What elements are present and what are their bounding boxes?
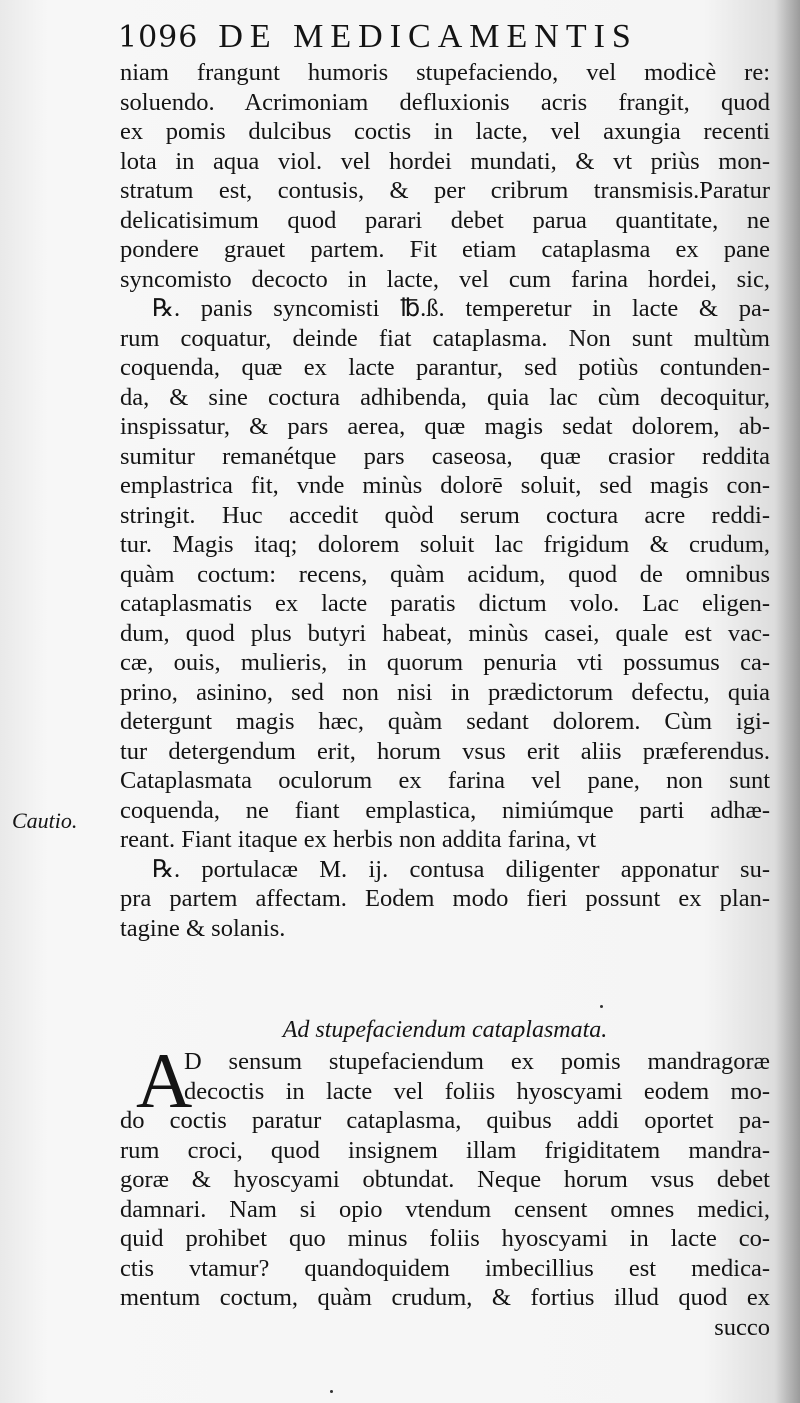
text-line: stratum est, contusis, & per cribrum transmisis.Paratur xyxy=(120,177,770,204)
text-line: rum croci, quod insignem illam frigiditatem mandra- xyxy=(120,1136,770,1164)
text-line: da, & sine coctura adhibenda, quia lac cùm decoquitur, xyxy=(120,383,770,411)
catchword: succo xyxy=(714,1313,770,1341)
text-line: detergunt magis hæc, quàm sedant dolorem. Cùm igi- xyxy=(120,708,770,735)
text-line: coquenda, ne fiant emplastica, nimiúmque parti adhæ- xyxy=(120,796,770,824)
text-line: tagine & solanis. xyxy=(120,914,286,942)
text-line: ℞. portulacæ M. ij. contusa diligenter apponatur su- xyxy=(152,855,770,883)
text-line: ex pomis dulcibus coctis in lacte, vel axungia recenti xyxy=(120,118,770,145)
text-line: cæ, ouis, mulieris, in quorum penuria vti possumus ca- xyxy=(120,649,770,676)
section-text xyxy=(120,1047,770,1342)
text-line: ℞. panis syncomisti ℔.ß. temperetur in lacte & pa- xyxy=(152,295,770,322)
text-line: niam frangunt humoris stupefaciendo, vel modicè re: xyxy=(120,59,770,86)
text-line: pondere grauet partem. Fit etiam cataplasma ex pane xyxy=(120,236,770,263)
text-line: cataplasmatis ex lacte paratis dictum volo. Lac eligen- xyxy=(120,590,770,617)
text-line: tur. Magis itaq; dolorem soluit lac frigidum & crudum, xyxy=(120,531,770,558)
text-line: stringit. Huc accedit quòd serum coctura acre reddi- xyxy=(120,501,770,529)
text-line: inspissatur, & pars aerea, quæ magis sedat dolorem, ab- xyxy=(120,413,770,440)
text-line: syncomisto decocto in lacte, vel cum farina hordei, sic, xyxy=(120,265,770,293)
text-line: do coctis paratur cataplasma, quibus addi oportet pa- xyxy=(120,1107,770,1134)
text-line: tur detergendum erit, horum vsus erit aliis præferendus. xyxy=(120,737,770,765)
text-line: sumitur remanétque pars caseosa, quæ crasior reddita xyxy=(120,442,770,470)
text-line: lota in aqua viol. vel hordei mundati, & vt priùs mon- xyxy=(120,147,770,175)
page-edge-shadow xyxy=(774,0,800,1403)
text-line: emplastrica fit, vnde minùs dolorē soluit, sed magis con- xyxy=(120,472,770,499)
text-line: quàm coctum: recens, quàm acidum, quod de omnibus xyxy=(120,560,770,588)
ink-speck xyxy=(600,1005,603,1008)
text-line: goræ & hyoscyami obtundat. Neque horum vsus debet xyxy=(120,1166,770,1193)
text-line: coquenda, quæ ex lacte parantur, sed potiùs contunden- xyxy=(120,354,770,381)
drop-cap: A xyxy=(136,1037,193,1124)
text-line: ctis vtamur? quandoquidem imbecillius est medica- xyxy=(120,1254,770,1282)
text-line: soluendo. Acrimoniam defluxionis acris frangit, quod xyxy=(120,88,770,116)
text-line: pra partem affectam. Eodem modo fieri possunt ex plan- xyxy=(120,885,770,912)
body-text xyxy=(120,58,770,943)
text-line: reant. Fiant itaque ex herbis non addita farina, vt xyxy=(120,826,597,853)
ink-speck xyxy=(330,1390,333,1393)
running-head: DE MEDICAMENTIS xyxy=(218,18,638,55)
page-number: 1096 xyxy=(118,20,199,55)
text-line: dum, quod plus butyri habeat, minùs casei, quale est vac- xyxy=(120,619,770,647)
margin-note: Cautio. xyxy=(12,808,78,833)
text-line: Cataplasmata oculorum ex farina vel pane, non sunt xyxy=(120,767,770,794)
text-line: D sensum stupefaciendum ex pomis mandragoræ xyxy=(184,1048,770,1075)
text-line: damnari. Nam si opio vtendum censent omnes medici, xyxy=(120,1195,770,1223)
text-line: decoctis in lacte vel foliis hyoscyami eodem mo- xyxy=(184,1077,770,1105)
text-line: delicatisimum quod parari debet parua quantitate, ne xyxy=(120,206,770,234)
section-heading: Ad stupefaciendum cataplasmata. xyxy=(282,1017,608,1043)
text-line: rum coquatur, deinde fiat cataplasma. Non sunt multùm xyxy=(120,324,770,352)
text-line: quid prohibet quo minus foliis hyoscyami in lacte co- xyxy=(120,1225,770,1252)
page-header xyxy=(118,18,678,62)
text-line: prino, asinino, sed non nisi in prædictorum defectu, quia xyxy=(120,678,770,706)
text-line: mentum coctum, quàm crudum, & fortius illud quod ex xyxy=(120,1284,770,1311)
